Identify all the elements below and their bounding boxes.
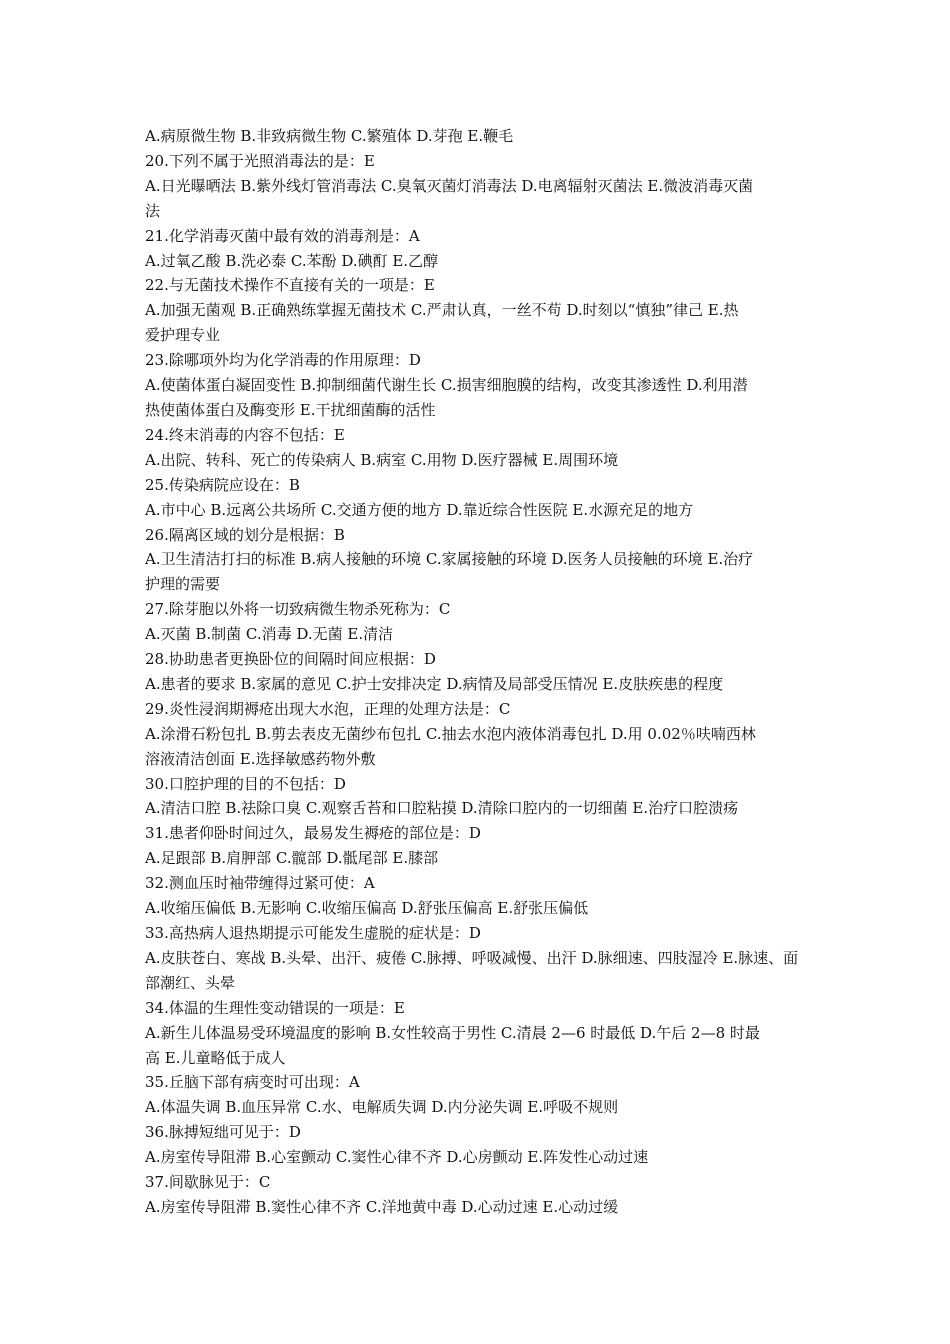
text-line: A.新生儿体温易受环境温度的影响 B.女性较高于男性 C.清晨 2—6 时最低 D.午后 2—8 时最 bbox=[145, 1023, 760, 1042]
text-line: A.清洁口腔 B.祛除口臭 C.观察舌苔和口腔粘摸 D.清除口腔内的一切细菌 E.治疗口腔溃疡 bbox=[145, 799, 739, 818]
question-line: 28.协助患者更换卧位的间隔时间应根据：D bbox=[145, 650, 436, 669]
text-line: 法 bbox=[145, 201, 161, 220]
text-line: A.病原微生物 B.非致病微生物 C.繁殖体 D.芽孢 E.鞭毛 bbox=[145, 127, 514, 145]
question-line: 33.高热病人退热期提示可能发生虚脱的症状是：D bbox=[145, 924, 481, 942]
question-line: 26.隔离区域的划分是根据：B bbox=[145, 525, 345, 544]
question-line: 27.除芽胞以外将一切致病微生物杀死称为：C bbox=[145, 600, 451, 619]
text-line: A.市中心 B.远离公共场所 C.交通方便的地方 D.靠近综合性医院 E.水源充足的地方 bbox=[145, 500, 694, 519]
question-line: 24.终末消毒的内容不包括：E bbox=[145, 425, 345, 444]
text-line: 爱护理专业 bbox=[145, 326, 221, 345]
text-line: 部潮红、头晕 bbox=[145, 973, 236, 992]
question-line: 20.下列不属于光照消毒法的是：E bbox=[145, 151, 375, 170]
text-line: A.灭菌 B.制菌 C.消毒 D.无菌 E.清洁 bbox=[145, 625, 394, 644]
question-line: 32.测血压时袖带缠得过紧可使：A bbox=[145, 874, 375, 893]
text-line: A.房室传导阻滞 B.心室颤动 C.窦性心律不齐 D.心房颤动 E.阵发性心动过速 bbox=[145, 1148, 649, 1167]
text-line: A.收缩压偏低 B.无影响 C.收缩压偏高 D.舒张压偏高 E.舒张压偏低 bbox=[145, 899, 589, 918]
text-line: A.涂滑石粉包扎 B.剪去表皮无菌纱布包扎 C.抽去水泡内液体消毒包扎 D.用 0.02％呋喃西林 bbox=[145, 724, 756, 743]
question-line: 30.口腔护理的目的不包括：D bbox=[145, 774, 346, 793]
text-line: 溶液清洁创面 E.选择敏感药物外敷 bbox=[145, 749, 376, 768]
question-line: 35.丘脑下部有病变时可出现：A bbox=[145, 1073, 360, 1092]
text-line: A.体温失调 B.血压异常 C.水、电解质失调 D.内分泌失调 E.呼吸不规则 bbox=[145, 1098, 619, 1117]
question-line: 34.体温的生理性变动错误的一项是：E bbox=[145, 998, 405, 1017]
text-line: 热使菌体蛋白及酶变形 E.干扰细菌酶的活性 bbox=[145, 400, 436, 419]
text-line: A.过氧乙酸 B.洗必泰 C.苯酚 D.碘酊 E.乙醇 bbox=[145, 251, 439, 270]
text-line: 高 E.儿童略低于成人 bbox=[145, 1048, 286, 1067]
text-line: A.足跟部 B.肩胛部 C.髋部 D.骶尾部 E.膝部 bbox=[145, 849, 439, 868]
text-line: A.出院、转科、死亡的传染病人 B.病室 C.用物 D.医疗器械 E.周围环境 bbox=[145, 450, 619, 469]
text-line: A.日光曝晒法 B.紫外线灯管消毒法 C.臭氧灭菌灯消毒法 D.电离辐射灭菌法 E.微波消毒灭菌 bbox=[145, 176, 754, 195]
question-line: 22.与无菌技术操作不直接有关的一项是：E bbox=[145, 276, 435, 295]
text-line: 护理的需要 bbox=[145, 575, 221, 594]
text-line: A.房室传导阻滞 B.窦性心律不齐 C.洋地黄中毒 D.心动过速 E.心动过缓 bbox=[145, 1197, 619, 1216]
question-line: 25.传染病院应设在：B bbox=[145, 475, 300, 494]
text-line: A.患者的要求 B.家属的意见 C.护士安排决定 D.病情及局部受压情况 E.皮肤疾患的程度 bbox=[145, 674, 724, 693]
question-line: 36.脉搏短绌可见于：D bbox=[145, 1123, 301, 1142]
question-line: 21.化学消毒灭菌中最有效的消毒剂是：A bbox=[145, 226, 420, 245]
question-line: 31.患者仰卧时间过久，最易发生褥疮的部位是：D bbox=[145, 824, 481, 843]
question-line: 23.除哪项外均为化学消毒的作用原理：D bbox=[145, 351, 421, 370]
document-page bbox=[145, 124, 811, 1220]
text-line: A.皮肤苍白、寒战 B.头晕、出汗、疲倦 C.脉搏、呼吸减慢、出汗 D.脉细速、四肢湿冷 E.脉速、面 bbox=[145, 948, 799, 967]
text-line: A.使菌体蛋白凝固变性 B.抑制细菌代谢生长 C.损害细胞膜的结构，改变其渗透性 D.利用潜 bbox=[145, 376, 748, 395]
question-line: 29.炎性浸润期褥疮出现大水泡，正理的处理方法是：C bbox=[145, 699, 511, 718]
question-line: 37.间歇脉见于：C bbox=[145, 1173, 271, 1192]
text-line: A.加强无菌观 B.正确熟练掌握无菌技术 C.严肃认真，一丝不苟 D.时刻以“慎独”律己 E.热 bbox=[145, 301, 739, 320]
text-line: A.卫生清洁打扫的标准 B.病人接触的环境 C.家属接触的环境 D.医务人员接触的环境 E.治疗 bbox=[145, 550, 754, 569]
